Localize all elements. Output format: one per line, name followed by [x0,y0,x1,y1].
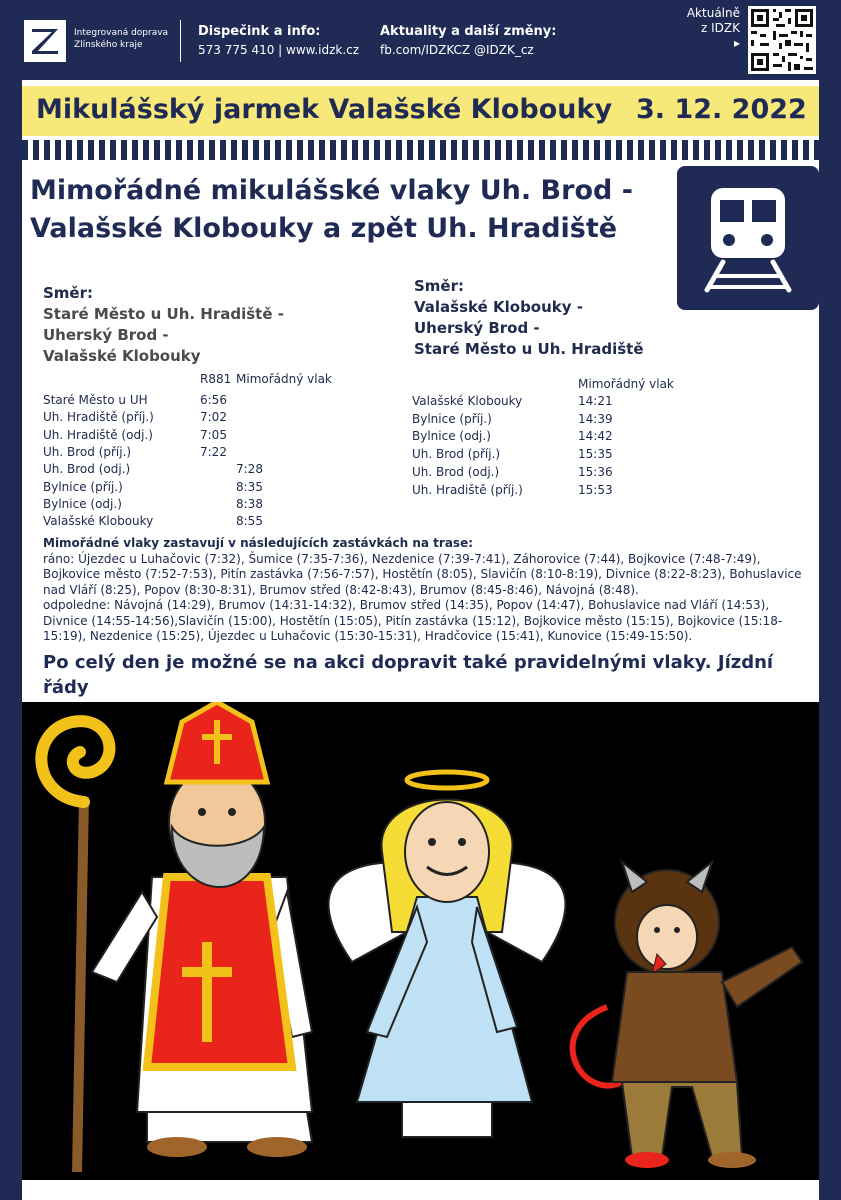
timetable-right-time: 14:42 [578,429,613,444]
saint-nicholas-figure [41,702,312,1172]
timetable-left-time-second: 8:55 [236,514,263,529]
timetable-right [412,377,752,507]
logo-text-line2: Zlínského kraje [74,40,143,50]
direction-right-label: Směr: [414,277,465,295]
direction-left-label: Směr: [43,284,94,302]
train-icon [677,166,819,310]
timetable-left-stop: Staré Město u UH [43,393,148,407]
timetable-left-stop: Uh. Brod (příj.) [43,444,132,459]
mikulas-illustration [22,702,819,1180]
train-badge [677,166,819,310]
logo-text-line1: Integrovaná doprava [74,28,169,38]
dispatch-contact[interactable]: 573 775 410 | www.idzk.cz [198,43,360,57]
timetable-left-time-second: 7:28 [236,462,263,477]
timetable-left-time-second: 8:35 [236,479,263,494]
timetable-left-stop: Valašské Klobouky [43,514,154,529]
qr-code-icon [748,6,816,74]
header [0,0,841,80]
idzk-logo-icon [24,20,66,62]
timetable-left-stop: Uh. Brod (odj.) [43,462,131,477]
train-type-right: Mimořádný vlak [578,377,674,391]
direction-right-line1: Valašské Klobouky - [414,298,583,316]
stops-note-afternoon: odpoledne: Návojná (14:29), Brumov (14:31-14:32), Brumov střed (14:35), Popov (14:47), Bohuslavice nad Vláří (14:53), Divnice (14:55-14:56),Slavičín (15:00), Hostětín (15:05), Pitín zastávka (15:12), Bojkovice město (15:15), Bojkovice (15:18-15:19), Nezdenice (15:25), Újezdec u Luhačovic (15:30-15:31), Hradčovice (15:41), Kunovice (15:49-15:50). [43,598,783,643]
illustration-panel [22,702,819,1180]
timetable-left-time-second: 8:38 [236,496,263,511]
timetable-right-stop: Valašské Klobouky [412,394,523,408]
timetable-left-stop: Uh. Hradiště (odj.) [43,427,153,442]
stops-note [43,536,813,645]
timetable-left-time-first: 6:56 [200,393,227,407]
timetable-right-stop: Uh. Brod (odj.) [412,464,500,479]
timetable-right-stop: Uh. Brod (příj.) [412,447,501,462]
train-number: R881 [200,372,232,386]
event-title: Mikulášský jarmek Valašské Klobouky [36,94,613,125]
timetable-right-time: 15:36 [578,464,613,479]
header-divider [180,20,181,62]
timetable-left-time-first: 7:22 [200,444,227,459]
timetable-left-time-first: 7:02 [200,410,227,425]
stops-note-heading: Mimořádné vlaky zastavují v následujících zastávkách na trase: [43,536,474,550]
direction-left-line1: Staré Město u Uh. Hradiště - [43,305,284,323]
train-type-left: Mimořádný vlak [236,372,332,386]
dispatch-title: Dispečink a info: [198,24,321,39]
direction-right-header [414,276,644,360]
info-line1: Po celý den je možné se na akci dopravit také pravidelnými vlaky. Jízdní řády [43,652,774,698]
arrow-right-icon: ▸ [733,36,740,50]
timetable-left-stop: Bylnice (příj.) [43,479,123,494]
train-service-title-line1: Mimořádné mikulášské vlaky Uh. Brod - [30,175,633,206]
timetable-left [43,372,383,532]
timetable-left-time-first: 7:05 [200,427,227,442]
striped-divider [22,140,819,160]
timetable-left-stop: Uh. Hradiště (příj.) [43,410,154,425]
timetable-right-time: 15:53 [578,482,613,497]
qr-code[interactable] [748,6,816,74]
event-date: 3. 12. 2022 [636,94,807,125]
timetable-right-stop: Bylnice (příj.) [412,411,492,426]
devil-figure [573,862,802,1168]
direction-right-line2: Uherský Brod - [414,319,540,337]
timetable-right-stop: Bylnice (odj.) [412,429,491,444]
news-social-links[interactable]: fb.com/IDZKCZ @IDZK_cz [380,43,534,57]
train-service-title-line2: Valašské Klobouky a zpět Uh. Hradiště [30,213,618,244]
update-label [662,6,740,51]
timetable-right-time: 14:21 [578,394,613,408]
direction-left-line2: Uherský Brod - [43,326,169,344]
timetable-left-stop: Bylnice (odj.) [43,496,122,511]
stops-note-morning: ráno: Újezdec u Luhačovic (7:32), Šumice (7:35-7:36), Nezdenice (7:39-7:41), Záhorovice (7:44), Bojkovice (7:48-7:49), Bojkovice město (7:52-7:53), Pitín zastávka (7:56-7:57), Hostětín (8:05), Slavičín (8:10-8:19), Divnice (8:22-8:23), Bohuslavice nad Vláří (8:25), Popov (8:30-8:31), Brumov střed (8:42-8:43), Brumov (8:45-8:46), Návojná (8:48). [43,551,802,597]
timetable-right-time: 15:35 [578,447,613,462]
train-service-title [30,172,633,248]
update-line1: Aktuálně [686,6,740,20]
news-title: Aktuality a další změny: [380,24,557,39]
angel-figure [329,772,566,1137]
timetable-right-stop: Uh. Hradiště (příj.) [412,482,523,497]
idzk-logo [24,20,66,62]
update-line2: z IDZK [701,21,740,35]
direction-left-header [43,283,284,367]
logo-text [74,27,168,51]
direction-left-line3: Valašské Klobouky [43,347,201,365]
timetable-right-time: 14:39 [578,411,613,426]
direction-right-line3: Staré Město u Uh. Hradiště [414,340,644,358]
